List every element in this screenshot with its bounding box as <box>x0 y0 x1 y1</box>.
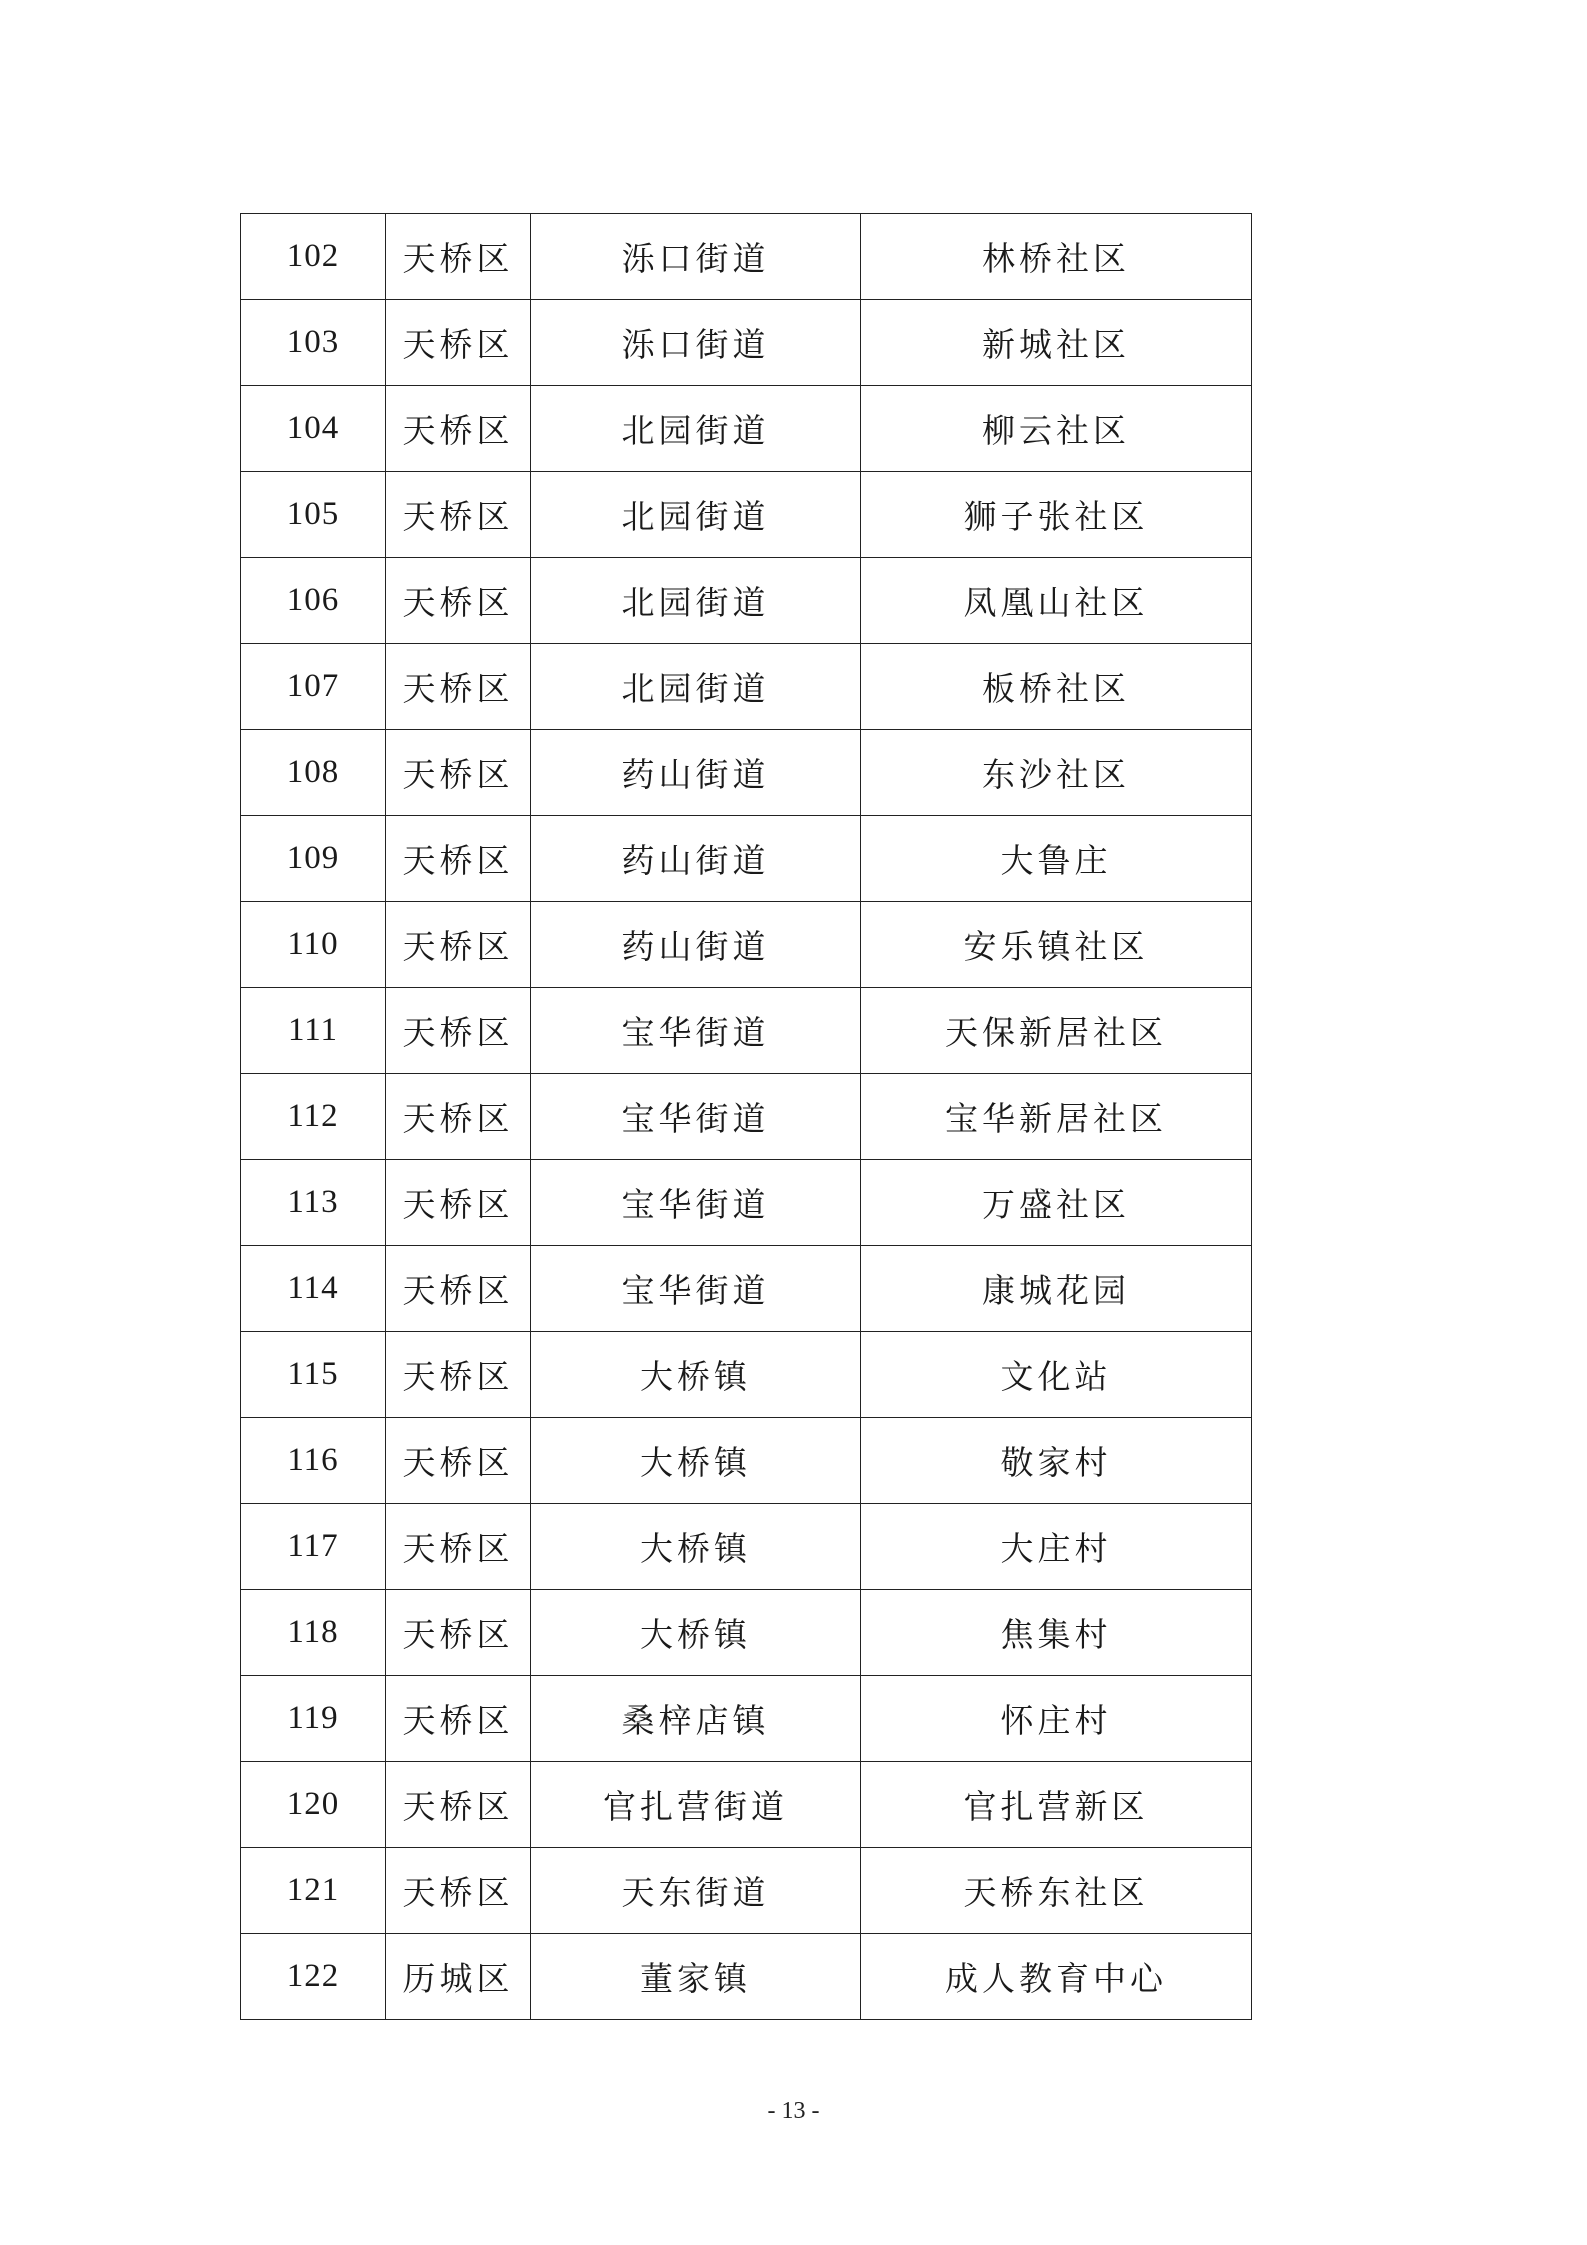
table-row <box>241 902 1252 988</box>
cell-number: 120 <box>241 1762 386 1848</box>
cell-street: 董家镇 <box>531 1934 861 2020</box>
cell-number: 106 <box>241 558 386 644</box>
cell-site: 林桥社区 <box>861 214 1252 300</box>
cell-district: 天桥区 <box>386 300 531 386</box>
cell-number: 118 <box>241 1590 386 1676</box>
cell-district: 天桥区 <box>386 214 531 300</box>
cell-number: 121 <box>241 1848 386 1934</box>
cell-district: 天桥区 <box>386 730 531 816</box>
table-row <box>241 1934 1252 2020</box>
cell-site: 官扎营新区 <box>861 1762 1252 1848</box>
cell-site: 天桥东社区 <box>861 1848 1252 1934</box>
cell-site: 柳云社区 <box>861 386 1252 472</box>
cell-district: 天桥区 <box>386 558 531 644</box>
cell-site: 康城花园 <box>861 1246 1252 1332</box>
cell-street: 泺口街道 <box>531 300 861 386</box>
cell-street: 北园街道 <box>531 644 861 730</box>
cell-number: 117 <box>241 1504 386 1590</box>
site-list-table <box>240 213 1252 2020</box>
cell-street: 大桥镇 <box>531 1418 861 1504</box>
cell-number: 104 <box>241 386 386 472</box>
table-body <box>241 214 1252 2020</box>
cell-district: 天桥区 <box>386 1504 531 1590</box>
table-row <box>241 644 1252 730</box>
cell-number: 110 <box>241 902 386 988</box>
cell-number: 115 <box>241 1332 386 1418</box>
cell-number: 109 <box>241 816 386 902</box>
table-row <box>241 1418 1252 1504</box>
table-row <box>241 816 1252 902</box>
cell-site: 新城社区 <box>861 300 1252 386</box>
cell-number: 111 <box>241 988 386 1074</box>
cell-street: 宝华街道 <box>531 1246 861 1332</box>
cell-number: 112 <box>241 1074 386 1160</box>
cell-district: 天桥区 <box>386 1848 531 1934</box>
cell-number: 122 <box>241 1934 386 2020</box>
cell-street: 官扎营街道 <box>531 1762 861 1848</box>
cell-district: 天桥区 <box>386 988 531 1074</box>
cell-site: 成人教育中心 <box>861 1934 1252 2020</box>
cell-site: 安乐镇社区 <box>861 902 1252 988</box>
cell-street: 药山街道 <box>531 816 861 902</box>
cell-site: 东沙社区 <box>861 730 1252 816</box>
cell-district: 历城区 <box>386 1934 531 2020</box>
cell-site: 凤凰山社区 <box>861 558 1252 644</box>
table-row <box>241 472 1252 558</box>
cell-number: 116 <box>241 1418 386 1504</box>
table-row <box>241 1246 1252 1332</box>
cell-district: 天桥区 <box>386 472 531 558</box>
page-number: - 13 - <box>767 2098 820 2124</box>
cell-site: 天保新居社区 <box>861 988 1252 1074</box>
cell-street: 泺口街道 <box>531 214 861 300</box>
table-row <box>241 300 1252 386</box>
cell-site: 敬家村 <box>861 1418 1252 1504</box>
cell-district: 天桥区 <box>386 1762 531 1848</box>
cell-district: 天桥区 <box>386 1418 531 1504</box>
cell-site: 文化站 <box>861 1332 1252 1418</box>
cell-site: 狮子张社区 <box>861 472 1252 558</box>
table-row <box>241 1332 1252 1418</box>
table-row <box>241 1676 1252 1762</box>
cell-number: 113 <box>241 1160 386 1246</box>
cell-street: 桑梓店镇 <box>531 1676 861 1762</box>
cell-number: 103 <box>241 300 386 386</box>
cell-street: 大桥镇 <box>531 1332 861 1418</box>
cell-number: 108 <box>241 730 386 816</box>
cell-street: 大桥镇 <box>531 1504 861 1590</box>
cell-site: 焦集村 <box>861 1590 1252 1676</box>
cell-site: 宝华新居社区 <box>861 1074 1252 1160</box>
table-row <box>241 1590 1252 1676</box>
cell-district: 天桥区 <box>386 1246 531 1332</box>
cell-street: 北园街道 <box>531 472 861 558</box>
table-row <box>241 214 1252 300</box>
cell-street: 天东街道 <box>531 1848 861 1934</box>
cell-district: 天桥区 <box>386 1074 531 1160</box>
cell-street: 大桥镇 <box>531 1590 861 1676</box>
table-row <box>241 1074 1252 1160</box>
table-row <box>241 1160 1252 1246</box>
cell-street: 药山街道 <box>531 902 861 988</box>
table-row <box>241 730 1252 816</box>
cell-site: 怀庄村 <box>861 1676 1252 1762</box>
cell-number: 107 <box>241 644 386 730</box>
table-row <box>241 1504 1252 1590</box>
cell-number: 105 <box>241 472 386 558</box>
cell-site: 板桥社区 <box>861 644 1252 730</box>
cell-site: 大庄村 <box>861 1504 1252 1590</box>
cell-district: 天桥区 <box>386 1160 531 1246</box>
cell-street: 宝华街道 <box>531 1160 861 1246</box>
cell-street: 北园街道 <box>531 558 861 644</box>
cell-district: 天桥区 <box>386 1590 531 1676</box>
cell-district: 天桥区 <box>386 644 531 730</box>
cell-district: 天桥区 <box>386 1332 531 1418</box>
cell-number: 102 <box>241 214 386 300</box>
table-row <box>241 1848 1252 1934</box>
cell-number: 114 <box>241 1246 386 1332</box>
table-row <box>241 386 1252 472</box>
cell-district: 天桥区 <box>386 902 531 988</box>
table-row <box>241 1762 1252 1848</box>
cell-street: 宝华街道 <box>531 1074 861 1160</box>
cell-street: 宝华街道 <box>531 988 861 1074</box>
table-row <box>241 988 1252 1074</box>
cell-site: 大鲁庄 <box>861 816 1252 902</box>
cell-number: 119 <box>241 1676 386 1762</box>
cell-street: 药山街道 <box>531 730 861 816</box>
cell-district: 天桥区 <box>386 816 531 902</box>
cell-district: 天桥区 <box>386 1676 531 1762</box>
cell-street: 北园街道 <box>531 386 861 472</box>
cell-district: 天桥区 <box>386 386 531 472</box>
cell-site: 万盛社区 <box>861 1160 1252 1246</box>
table-row <box>241 558 1252 644</box>
